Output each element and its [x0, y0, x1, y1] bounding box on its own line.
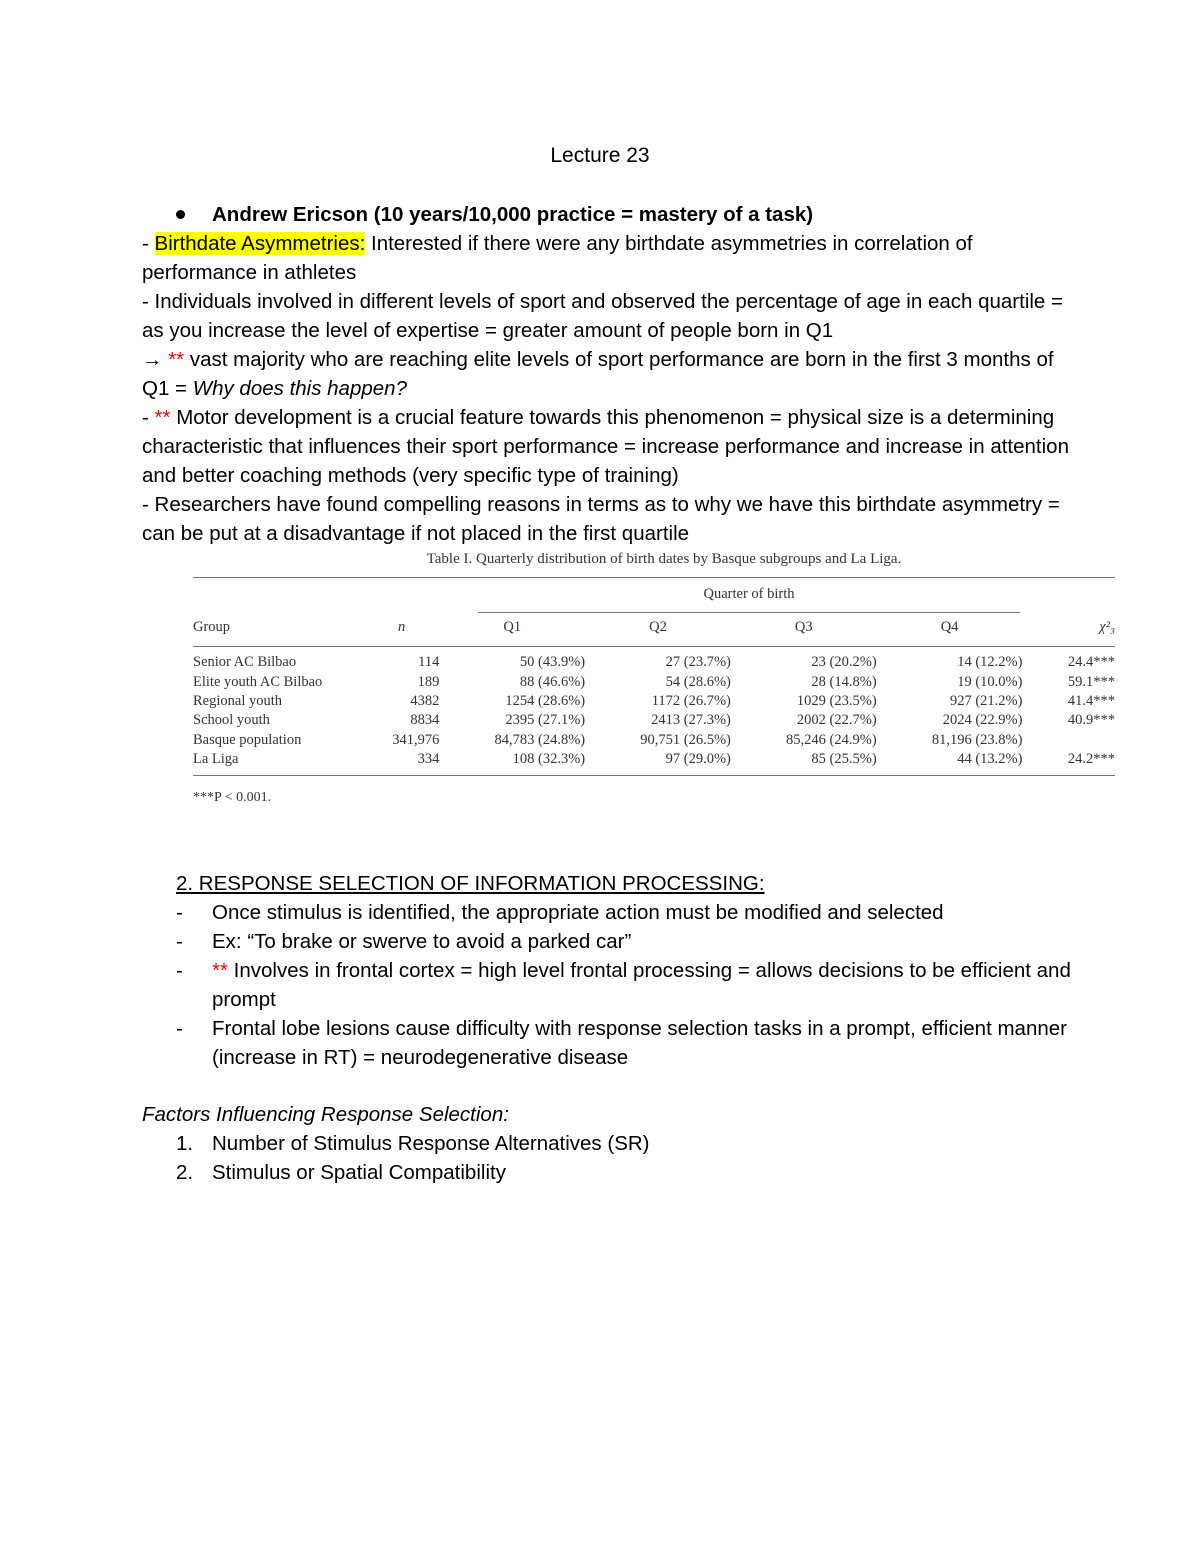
bullet-text: Andrew Ericson (10 years/10,000 practice = mastery of a task)	[212, 203, 814, 226]
cell-n: 4382	[410, 692, 440, 709]
table-row	[193, 750, 1115, 769]
cell-n: 334	[417, 751, 440, 768]
cell-chi-square: 41.4***	[1067, 692, 1115, 709]
cell-q2: 54 (28.6%)	[665, 673, 731, 690]
cell-group: Elite youth AC Bilbao	[193, 673, 323, 690]
dash-marker: -	[176, 1017, 183, 1040]
table-header-rule	[193, 646, 1115, 647]
cell-n: 8834	[410, 712, 440, 729]
number-marker: 1.	[176, 1132, 194, 1155]
table-body	[193, 653, 1115, 769]
table-header-row	[193, 614, 1115, 640]
list-item-text: Frontal lobe lesions cause difficulty with response selection tasks in a prompt, efficient manner (increase in RT) = neurodegenerative disease	[212, 1017, 1067, 1069]
lecture-notes	[142, 200, 1072, 548]
paragraph-text: Interested if there were any birthdate asymmetries in correlation of performance in athletes	[142, 232, 973, 284]
cell-group: Senior AC Bilbao	[193, 654, 297, 671]
factors-heading: Factors Influencing Response Selection:	[142, 1103, 509, 1126]
table-row	[193, 672, 1115, 691]
cell-group: School youth	[193, 712, 270, 729]
cell-q1: 84,783 (24.8%)	[494, 731, 586, 748]
table-figure	[193, 549, 1115, 806]
cell-q4: 927 (21.2%)	[949, 692, 1023, 709]
cell-q3: 23 (20.2%)	[811, 654, 877, 671]
cell-q4: 81,196 (23.8%)	[931, 731, 1023, 748]
cell-q1: 108 (32.3%)	[512, 751, 586, 768]
header-chi-square: χ²₃	[1099, 618, 1115, 635]
paragraph-vast-majority	[142, 345, 1072, 403]
cell-q1: 50 (43.9%)	[519, 654, 586, 671]
factor-text: Stimulus or Spatial Compatibility	[212, 1161, 506, 1184]
cell-q4: 44 (13.2%)	[957, 751, 1023, 768]
quarter-rule	[478, 612, 1020, 613]
cell-q3: 28 (14.8%)	[811, 673, 877, 690]
cell-n: 189	[417, 673, 440, 690]
cell-q4: 19 (10.0%)	[957, 673, 1023, 690]
table-row	[193, 711, 1115, 730]
cell-q1: 2395 (27.1%)	[505, 712, 586, 729]
table-footnote: ***P < 0.001.	[193, 790, 272, 806]
header-q3: Q3	[794, 618, 813, 635]
cell-n: 341,976	[392, 731, 440, 748]
cell-q3: 85,246 (24.9%)	[786, 731, 877, 748]
bullet-icon	[176, 210, 185, 219]
quarter-group-header	[193, 578, 1115, 614]
section-heading: 2. RESPONSE SELECTION OF INFORMATION PROCESSING:	[176, 872, 765, 895]
header-group: Group	[193, 618, 231, 635]
cell-chi-square: 40.9***	[1067, 712, 1115, 729]
paragraph-text: vast majority who are reaching elite levels of sport performance are born in the first 3 months of Q1 =	[142, 348, 1054, 400]
table-bottom-rule	[193, 775, 1115, 776]
cell-q2: 1172 (26.7%)	[651, 692, 731, 709]
table-caption: Table I. Quarterly distribution of birth dates by Basque subgroups and La Liga.	[426, 551, 902, 567]
paragraph-individuals: - Individuals involved in different levels of sport and observed the percentage of age in each quartile = as you increase the level of expertise = greater amount of people born in Q1	[142, 290, 1063, 342]
list-item	[142, 1014, 1072, 1072]
cell-q3: 1029 (23.5%)	[796, 692, 877, 709]
cell-chi-square: 24.4***	[1067, 654, 1115, 671]
dash-marker: -	[176, 901, 183, 924]
emphasis-stars: **	[212, 959, 228, 982]
birthdate-table	[193, 614, 1115, 640]
factor-item	[142, 1158, 1072, 1187]
dash: -	[142, 232, 155, 255]
number-marker: 2.	[176, 1161, 194, 1184]
italic-question: Why does this happen?	[192, 377, 407, 400]
dash-marker: -	[176, 930, 183, 953]
cell-group: La Liga	[193, 751, 239, 768]
cell-q2: 90,751 (26.5%)	[640, 731, 731, 748]
header-n: n	[398, 618, 406, 635]
table-row	[193, 731, 1115, 750]
table-row	[193, 653, 1115, 672]
emphasis-stars: **	[154, 406, 171, 429]
cell-q2: 27 (23.7%)	[665, 654, 731, 671]
cell-q3: 2002 (22.7%)	[796, 712, 877, 729]
response-selection-list	[142, 898, 1072, 1072]
cell-q2: 97 (29.0%)	[665, 751, 731, 768]
cell-chi-square	[1022, 731, 1115, 750]
list-item-text: Involves in frontal cortex = high level frontal processing = allows decisions to be efficient and prompt	[212, 959, 1071, 1011]
arrow-icon: →	[142, 348, 169, 371]
cell-q4: 2024 (22.9%)	[942, 712, 1023, 729]
header-q2: Q2	[649, 618, 667, 635]
section-response-selection	[142, 869, 1072, 1187]
cell-q4: 14 (12.2%)	[957, 654, 1023, 671]
cell-q1: 88 (46.6%)	[519, 673, 586, 690]
quarter-of-birth-label: Quarter of birth	[703, 586, 795, 602]
list-item-text: Ex: “To brake or swerve to avoid a parked car”	[212, 930, 632, 953]
dash-marker: -	[176, 959, 183, 982]
cell-group: Basque population	[193, 731, 302, 748]
paragraph-birthdate	[142, 229, 1072, 287]
paragraph-motor-development	[142, 403, 1072, 490]
highlighted-term: Birthdate Asymmetries:	[154, 232, 366, 255]
page-title: Lecture 23	[550, 144, 650, 167]
cell-chi-square: 59.1***	[1067, 673, 1115, 690]
cell-q3: 85 (25.5%)	[811, 751, 877, 768]
paragraph-text: Motor development is a crucial feature towards this phenomenon = physical size is a determining characteristic that influences their sport performance = increase performance and increase in attention and better coaching methods (very specific type of training)	[142, 406, 1069, 487]
list-item	[142, 956, 1072, 1014]
cell-group: Regional youth	[193, 692, 283, 709]
paragraph-researchers: - Researchers have found compelling reasons in terms as to why we have this birthdate asymmetry = can be put at a disadvantage if not placed in the first quartile	[142, 493, 1060, 545]
dash: -	[142, 406, 155, 429]
header-q4: Q4	[940, 618, 959, 635]
factor-item	[142, 1129, 1072, 1158]
table-row	[193, 692, 1115, 711]
list-item	[142, 898, 1072, 927]
factors-list	[142, 1129, 1072, 1187]
emphasis-stars: **	[168, 348, 185, 371]
cell-n: 114	[418, 654, 440, 671]
cell-q2: 2413 (27.3%)	[651, 712, 731, 729]
factor-text: Number of Stimulus Response Alternatives (SR)	[212, 1132, 650, 1155]
cell-chi-square: 24.2***	[1067, 751, 1115, 768]
bullet-item	[142, 200, 1072, 229]
cell-q1: 1254 (28.6%)	[505, 692, 586, 709]
header-q1: Q1	[503, 618, 522, 635]
list-item	[142, 927, 1072, 956]
list-item-text: Once stimulus is identified, the appropriate action must be modified and selected	[212, 901, 944, 924]
